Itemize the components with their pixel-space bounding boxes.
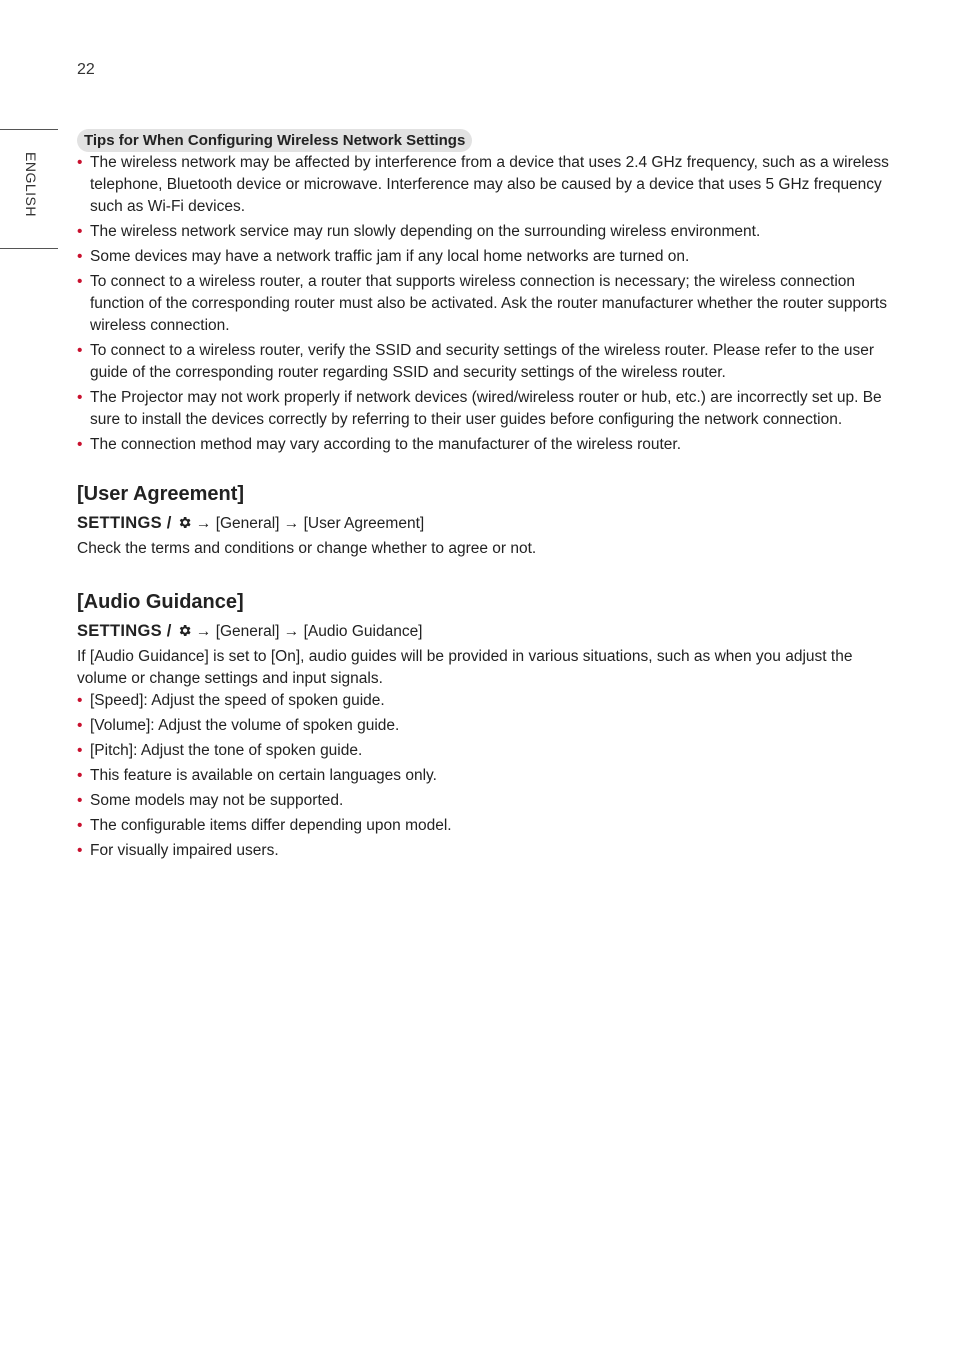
- audio-guidance-description: If [Audio Guidance] is set to [On], audio guides will be provided in various situations, such as when you adjust the volume or change settings and input signals.: [77, 648, 853, 687]
- list-item-text: To connect to a wireless router, verify the SSID and security settings of the wireless router. Please refer to the user guide of the corresponding router regarding SSID and security settings of the wireless router.: [90, 342, 874, 381]
- user-agreement-heading: [User Agreement]: [77, 483, 245, 505]
- list-item-text: The connection method may vary according to the manufacturer of the wireless router.: [90, 436, 682, 453]
- list-item: [77, 740, 895, 762]
- bullet-icon: •: [77, 817, 83, 834]
- bullet-icon: •: [77, 717, 83, 734]
- list-item-text: This feature is available on certain languages only.: [90, 767, 437, 784]
- bullet-icon: •: [77, 273, 83, 290]
- arrow-icon: →: [283, 623, 300, 640]
- arrow-icon: →: [195, 515, 212, 532]
- audio-guidance-list: [77, 690, 895, 862]
- list-item-text: [Speed]: Adjust the speed of spoken guide.: [90, 692, 385, 709]
- list-item: [77, 434, 895, 456]
- menu-step-user-agreement: [User Agreement]: [303, 515, 425, 532]
- settings-label: SETTINGS /: [77, 622, 177, 640]
- list-item-text: Some devices may have a network traffic jam if any local home networks are turned on.: [90, 248, 690, 265]
- settings-label: SETTINGS /: [77, 514, 177, 532]
- list-item: [77, 271, 895, 337]
- bullet-icon: •: [77, 742, 83, 759]
- list-item: [77, 815, 895, 837]
- bullet-icon: •: [77, 792, 83, 809]
- list-item: [77, 246, 895, 268]
- arrow-icon: →: [195, 623, 212, 640]
- bullet-icon: •: [77, 154, 83, 171]
- list-item-text: The wireless network service may run slowly depending on the surrounding wireless environment.: [90, 223, 761, 240]
- bullet-icon: •: [77, 389, 83, 406]
- arrow-icon: →: [283, 515, 300, 532]
- menu-step-general: [General]: [215, 623, 280, 640]
- list-item-text: [Volume]: Adjust the volume of spoken guide.: [90, 717, 400, 734]
- list-item: [77, 840, 895, 862]
- list-item: [77, 221, 895, 243]
- audio-guidance-heading: [Audio Guidance]: [77, 591, 244, 613]
- tips-list: [77, 152, 895, 456]
- list-item: [77, 387, 895, 431]
- audio-guidance-section: [77, 591, 895, 862]
- list-item-text: The Projector may not work properly if network devices (wired/wireless router or hub, etc.) are incorrectly set up. Be sure to install the devices correctly by referring to their user guides before configuring the network connection.: [90, 389, 882, 428]
- list-item: [77, 715, 895, 737]
- user-agreement-menu-path: [77, 512, 895, 535]
- list-item-text: The wireless network may be affected by interference from a device that uses 2.4 GHz frequency, such as a wireless telephone, Bluetooth device or microwave. Interference may also be caused by a device that uses 5 GHz frequency such as Wi-Fi devices.: [90, 154, 889, 215]
- bullet-icon: •: [77, 223, 83, 240]
- list-item-text: [Pitch]: Adjust the tone of spoken guide.: [90, 742, 363, 759]
- list-item-text: To connect to a wireless router, a router that supports wireless connection is necessary; the wireless connection function of the corresponding router must also be activated. Ask the router manufacturer whether the router supports wireless connection.: [90, 273, 887, 334]
- bullet-icon: •: [77, 767, 83, 784]
- bullet-icon: •: [77, 842, 83, 859]
- language-side-tab: [0, 129, 58, 249]
- list-item-text: Some models may not be supported.: [90, 792, 344, 809]
- user-agreement-section: [77, 483, 895, 560]
- gear-icon: [177, 515, 192, 530]
- tips-title: Tips for When Configuring Wireless Network Settings: [77, 129, 472, 152]
- bullet-icon: •: [77, 342, 83, 359]
- list-item-text: For visually impaired users.: [90, 842, 279, 859]
- tips-section: [77, 129, 895, 456]
- bullet-icon: •: [77, 248, 83, 265]
- user-agreement-description: Check the terms and conditions or change whether to agree or not.: [77, 540, 537, 557]
- list-item: [77, 690, 895, 712]
- bullet-icon: •: [77, 692, 83, 709]
- menu-step-general: [General]: [215, 515, 280, 532]
- list-item: [77, 790, 895, 812]
- menu-step-audio-guidance: [Audio Guidance]: [303, 623, 423, 640]
- list-item: [77, 152, 895, 218]
- list-item-text: The configurable items differ depending upon model.: [90, 817, 452, 834]
- page-content: [77, 129, 895, 865]
- list-item: [77, 765, 895, 787]
- list-item: [77, 340, 895, 384]
- audio-guidance-menu-path: [77, 620, 895, 643]
- bullet-icon: •: [77, 436, 83, 453]
- language-label: ENGLISH: [23, 152, 39, 217]
- gear-icon: [177, 623, 192, 638]
- page-number: 22: [77, 61, 95, 78]
